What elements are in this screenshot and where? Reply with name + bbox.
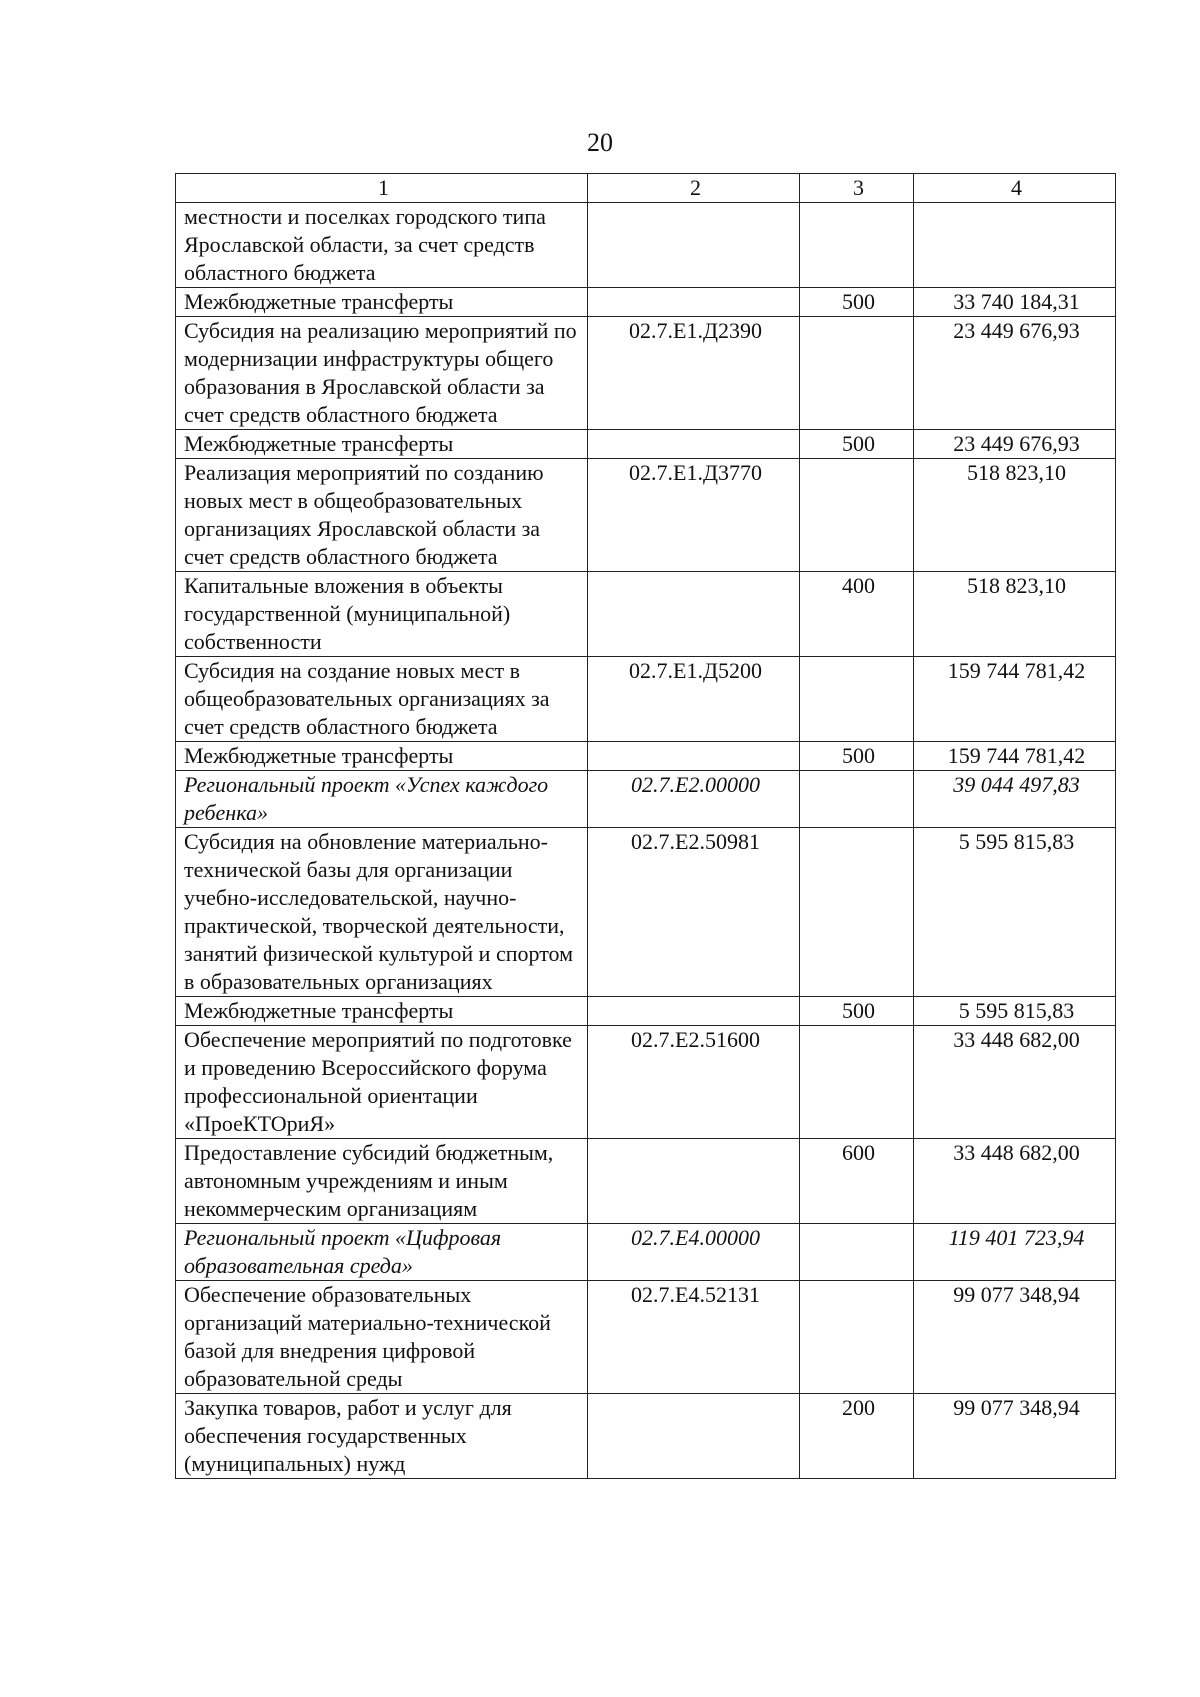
table-row: [176, 1139, 1116, 1224]
row-code: 02.7.Е4.00000: [588, 1224, 800, 1281]
row-name: Субсидия на реализацию мероприятий по модернизации инфраструктуры общего образования в Ярославской области за счет средств областного бюджета: [176, 317, 588, 430]
row-name: Региональный проект «Цифровая образовательная среда»: [176, 1224, 588, 1281]
row-name: Межбюджетные трансферты: [176, 430, 588, 459]
table-row: [176, 317, 1116, 430]
table-header-row: [176, 174, 1116, 203]
table-row: [176, 657, 1116, 742]
row-amount: 159 744 781,42: [914, 742, 1116, 771]
row-amount: 159 744 781,42: [914, 657, 1116, 742]
row-expense-type: 500: [800, 742, 914, 771]
row-code: 02.7.Е2.00000: [588, 771, 800, 828]
row-amount: 518 823,10: [914, 572, 1116, 657]
row-amount: 33 448 682,00: [914, 1139, 1116, 1224]
row-amount: 5 595 815,83: [914, 997, 1116, 1026]
row-code: [588, 572, 800, 657]
row-code: [588, 742, 800, 771]
row-name: Капитальные вложения в объекты государственной (муниципальной) собственности: [176, 572, 588, 657]
row-expense-type: 600: [800, 1139, 914, 1224]
table-row: [176, 572, 1116, 657]
row-expense-type: 500: [800, 430, 914, 459]
row-expense-type: 200: [800, 1394, 914, 1479]
row-expense-type: 500: [800, 288, 914, 317]
row-name: Межбюджетные трансферты: [176, 742, 588, 771]
row-expense-type: [800, 1281, 914, 1394]
row-code: [588, 203, 800, 288]
row-name: Закупка товаров, работ и услуг для обеспечения государственных (муниципальных) нужд: [176, 1394, 588, 1479]
row-code: 02.7.Е1.Д2390: [588, 317, 800, 430]
row-code: [588, 997, 800, 1026]
table-row: [176, 459, 1116, 572]
row-amount: 33 448 682,00: [914, 1026, 1116, 1139]
row-expense-type: 500: [800, 997, 914, 1026]
table-row: [176, 1026, 1116, 1139]
row-name: Субсидия на создание новых мест в общеобразовательных организациях за счет средств областного бюджета: [176, 657, 588, 742]
table-row: [176, 742, 1116, 771]
row-code: [588, 430, 800, 459]
page-number: 20: [587, 128, 613, 157]
table-row-regional-project: [176, 771, 1116, 828]
row-amount: 39 044 497,83: [914, 771, 1116, 828]
row-code: 02.7.Е1.Д5200: [588, 657, 800, 742]
row-amount: 119 401 723,94: [914, 1224, 1116, 1281]
row-name: Реализация мероприятий по созданию новых мест в общеобразовательных организациях Ярославской области за счет средств областного бюджета: [176, 459, 588, 572]
row-amount: 99 077 348,94: [914, 1281, 1116, 1394]
header-col-1: 1: [176, 174, 588, 203]
row-amount: 23 449 676,93: [914, 430, 1116, 459]
row-code: 02.7.Е2.51600: [588, 1026, 800, 1139]
row-expense-type: [800, 317, 914, 430]
table-row: [176, 1281, 1116, 1394]
row-amount: 23 449 676,93: [914, 317, 1116, 430]
row-name: Региональный проект «Успех каждого ребенка»: [176, 771, 588, 828]
row-expense-type: [800, 203, 914, 288]
row-expense-type: [800, 1026, 914, 1139]
table-row: [176, 288, 1116, 317]
row-code: 02.7.Е2.50981: [588, 828, 800, 997]
row-amount: [914, 203, 1116, 288]
table-row: [176, 828, 1116, 997]
row-code: 02.7.Е1.Д3770: [588, 459, 800, 572]
table-row: [176, 203, 1116, 288]
row-amount: 5 595 815,83: [914, 828, 1116, 997]
row-name: Межбюджетные трансферты: [176, 997, 588, 1026]
row-amount: 33 740 184,31: [914, 288, 1116, 317]
row-name: Субсидия на обновление материально-технической базы для организации учебно-исследовательской, научно-практической, творческой деятельности, занятий физической культурой и спортом в образовательных организациях: [176, 828, 588, 997]
budget-table: [175, 173, 1116, 1479]
table-row: [176, 430, 1116, 459]
table-row: [176, 997, 1116, 1026]
row-name: Обеспечение мероприятий по подготовке и проведению Всероссийского форума профессиональной ориентации «ПроеКТОриЯ»: [176, 1026, 588, 1139]
row-amount: 99 077 348,94: [914, 1394, 1116, 1479]
header-col-3: 3: [800, 174, 914, 203]
row-expense-type: [800, 771, 914, 828]
row-expense-type: [800, 459, 914, 572]
row-code: [588, 288, 800, 317]
row-name: местности и поселках городского типа Ярославской области, за счет средств областного бюджета: [176, 203, 588, 288]
row-amount: 518 823,10: [914, 459, 1116, 572]
row-expense-type: [800, 828, 914, 997]
row-code: 02.7.Е4.52131: [588, 1281, 800, 1394]
table-row-regional-project: [176, 1224, 1116, 1281]
header-col-2: 2: [588, 174, 800, 203]
row-expense-type: [800, 1224, 914, 1281]
table-row: [176, 1394, 1116, 1479]
row-name: Предоставление субсидий бюджетным, автономным учреждениям и иным некоммерческим организациям: [176, 1139, 588, 1224]
row-expense-type: 400: [800, 572, 914, 657]
row-name: Обеспечение образовательных организаций материально-технической базой для внедрения цифровой образовательной среды: [176, 1281, 588, 1394]
row-expense-type: [800, 657, 914, 742]
row-code: [588, 1139, 800, 1224]
header-col-4: 4: [914, 174, 1116, 203]
row-name: Межбюджетные трансферты: [176, 288, 588, 317]
row-code: [588, 1394, 800, 1479]
